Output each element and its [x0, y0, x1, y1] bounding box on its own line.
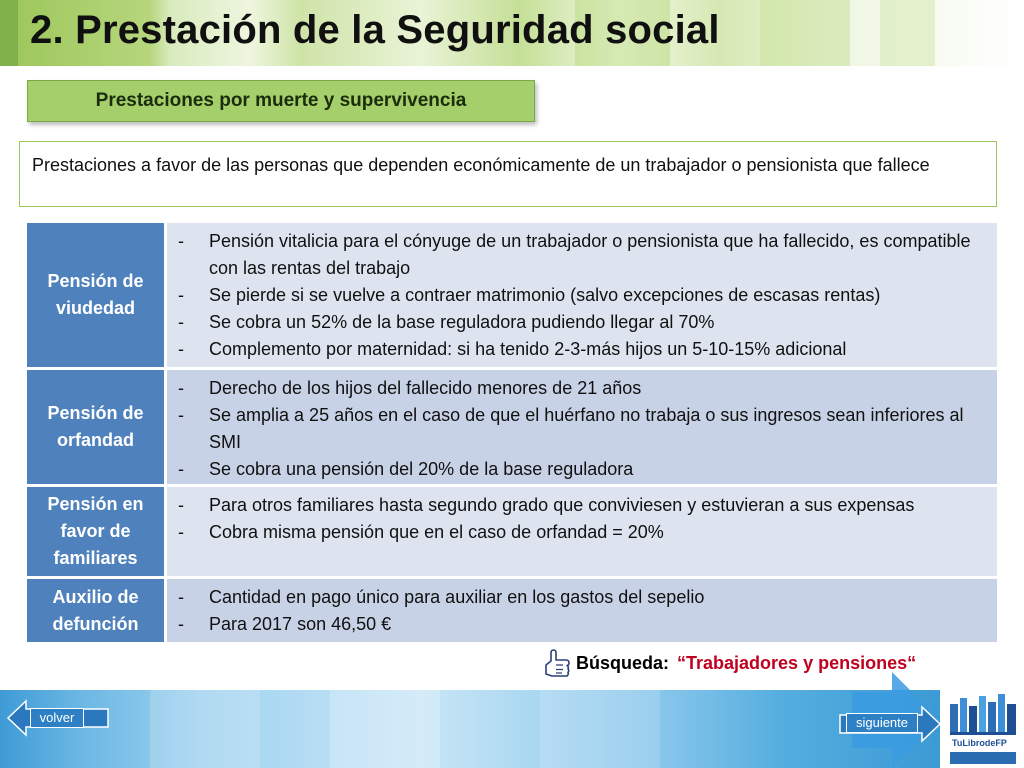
bullet-item: - Se cobra un 52% de la base reguladora pudiendo llegar al 70% — [178, 312, 715, 332]
bullet-item: - Se pierde si se vuelve a contraer matrimonio (salvo excepciones de escasas rentas) — [178, 285, 881, 305]
row-heading: Pensión en favor de familiares — [27, 487, 164, 576]
bullet-item: - Para 2017 son 46,50 € — [178, 614, 392, 634]
row-heading: Pensión de orfandad — [27, 370, 164, 484]
footer-decor — [150, 690, 260, 768]
row-content — [167, 579, 997, 642]
table-row — [27, 370, 997, 484]
table-row — [27, 223, 997, 367]
table-row — [27, 487, 997, 576]
benefits-table — [27, 223, 997, 645]
row-heading: Pensión de viudedad — [27, 223, 164, 367]
header-decor — [760, 0, 850, 66]
table-row — [27, 579, 997, 642]
header-decor — [0, 0, 18, 66]
bullet-item: - Cantidad en pago único para auxiliar en los gastos del sepelio — [178, 587, 705, 607]
logo-text: TuLibrodeFP — [952, 738, 1007, 748]
bullet-item: - Complemento por maternidad: si ha tenido 2-3-más hijos un 5-10-15% adicional — [178, 339, 847, 359]
bullet-item: - Pensión vitalicia para el cónyuge de un trabajador o pensionista que ha fallecido, es compatible con las rentas del trabajo — [178, 231, 971, 278]
bullet-item: - Se amplia a 25 años en el caso de que el huérfano no trabaja o sus ingresos sean inferiores al SMI — [178, 405, 964, 452]
row-content — [167, 223, 997, 367]
header-decor — [880, 0, 935, 66]
row-content — [167, 370, 997, 484]
next-button[interactable]: siguiente — [846, 713, 918, 733]
intro-text: Prestaciones a favor de las personas que dependen económicamente de un trabajador o pensionista que fallece — [19, 141, 997, 207]
bullet-item: - Derecho de los hijos del fallecido menores de 21 años — [178, 378, 642, 398]
back-button[interactable]: volver — [30, 708, 84, 728]
books-logo[interactable] — [948, 690, 1020, 766]
row-heading: Auxilio de defunción — [27, 579, 164, 642]
bullet-item: - Para otros familiares hasta segundo grado que conviviesen y estuvieran a sus expensas — [178, 495, 915, 515]
row-content — [167, 487, 997, 576]
footer-decor — [540, 690, 660, 768]
pointing-hand-icon — [542, 648, 574, 678]
section-subtitle: Prestaciones por muerte y supervivencia — [27, 80, 535, 122]
bullet-item: - Se cobra una pensión del 20% de la base reguladora — [178, 459, 634, 479]
bullet-item: - Cobra misma pensión que en el caso de orfandad = 20% — [178, 522, 664, 542]
page-title: 2. Prestación de la Seguridad social — [30, 8, 720, 52]
search-label: Búsqueda: — [576, 652, 670, 673]
footer-decor — [330, 690, 440, 768]
search-query[interactable]: “Trabajadores y pensiones“ — [677, 652, 917, 673]
